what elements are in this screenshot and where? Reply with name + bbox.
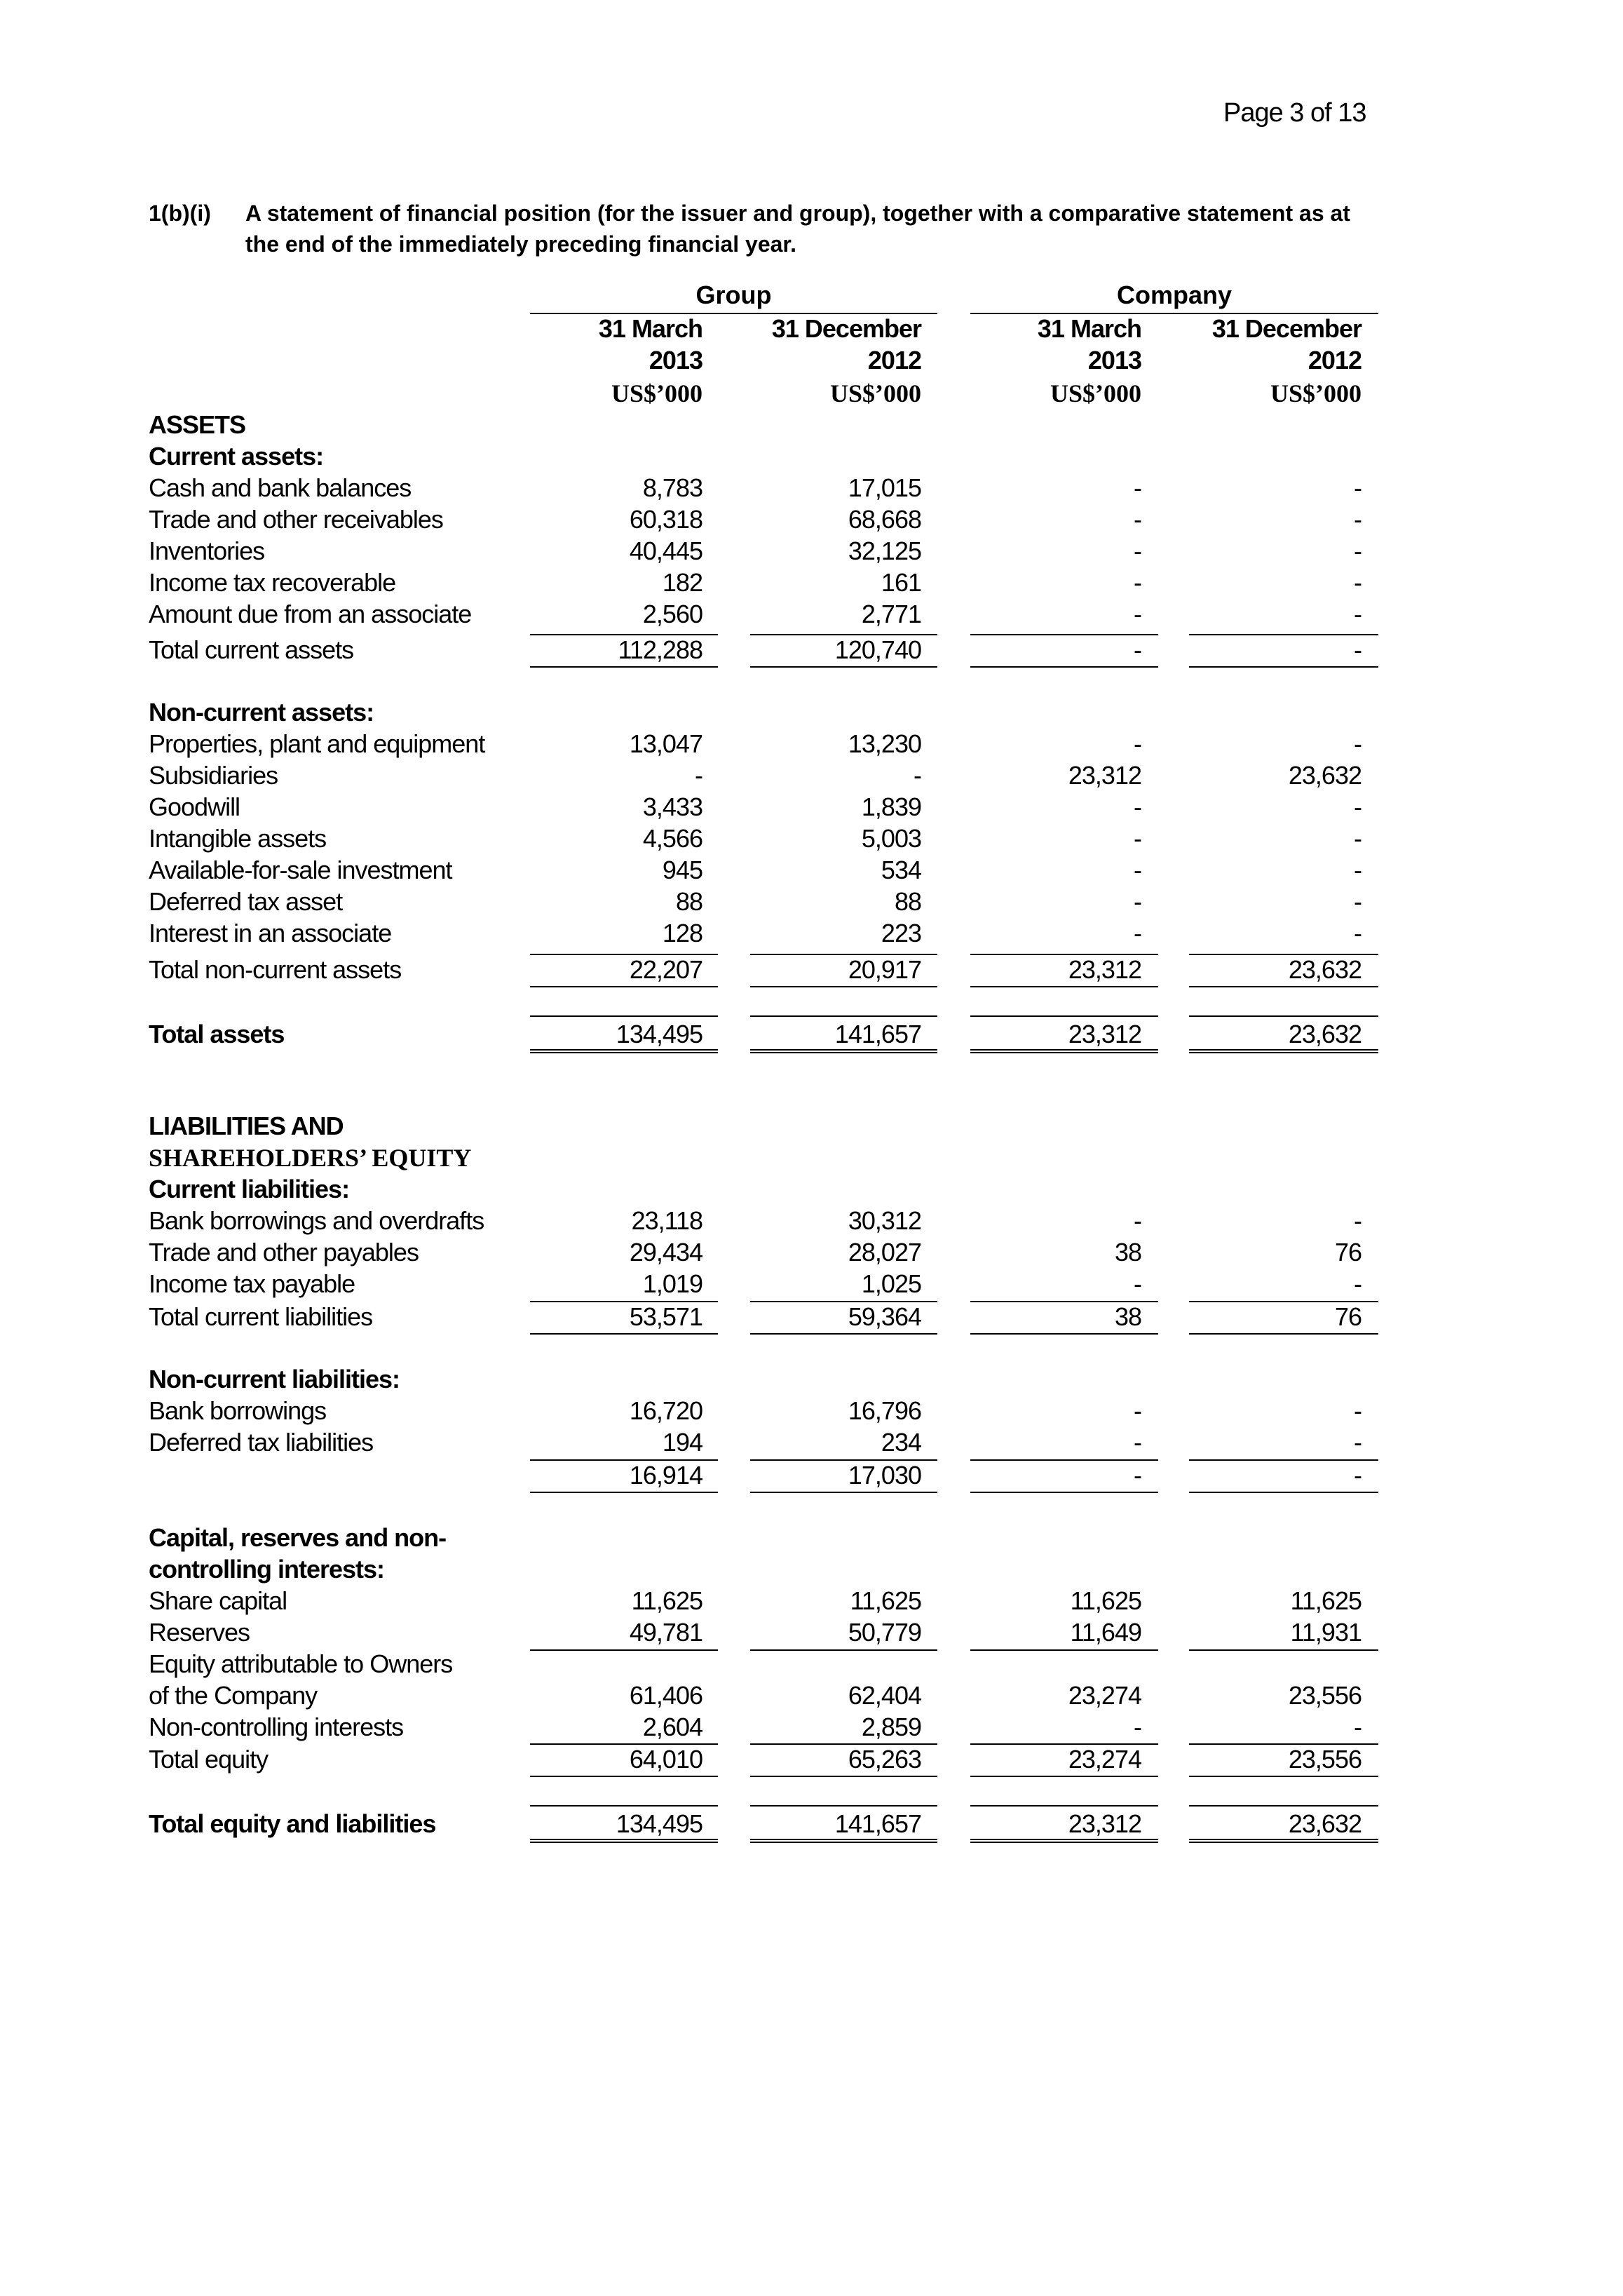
amount-cell: 88 (894, 887, 921, 916)
amount-cell: 17,030 (848, 1461, 921, 1490)
rule-line (970, 1049, 1158, 1053)
amount-cell: 30,312 (848, 1206, 921, 1235)
rule-line (530, 1049, 718, 1053)
amount-cell: - (914, 761, 921, 790)
amount-cell: 534 (881, 856, 921, 884)
row-label: Interest in an associate (149, 919, 392, 947)
amount-cell: - (1354, 887, 1361, 916)
amount-cell: - (1134, 536, 1141, 565)
rule-line (530, 1805, 718, 1807)
amount-cell: - (1354, 792, 1361, 821)
amount-cell: 28,027 (848, 1238, 921, 1267)
total-equity-liabilities-label: Total equity and liabilities (149, 1809, 436, 1838)
amount-cell: 234 (881, 1428, 921, 1457)
rule-line (970, 1459, 1158, 1461)
amount-cell: - (1354, 473, 1361, 502)
amount-cell: 23,312 (1068, 761, 1141, 790)
amount-cell: 1,839 (861, 792, 921, 821)
amount-cell: - (1134, 1713, 1141, 1741)
amount-cell: - (1134, 473, 1141, 502)
row-label: Inventories (149, 536, 265, 565)
row-label: Deferred tax asset (149, 887, 343, 916)
rule-line (750, 1839, 937, 1843)
rule-line (1189, 634, 1378, 635)
column-group-company: Company (1116, 281, 1232, 309)
amount-cell: 68,668 (848, 505, 921, 534)
amount-cell: 65,263 (848, 1745, 921, 1774)
row-label: Goodwill (149, 792, 240, 821)
share-capital-label: Share capital (149, 1586, 287, 1615)
amount-cell: - (1134, 568, 1141, 597)
row-label: Income tax payable (149, 1269, 355, 1298)
rule-line (1189, 1459, 1378, 1461)
assets-heading: ASSETS (149, 410, 246, 439)
rule-line (530, 1015, 718, 1017)
rule-line (530, 1776, 718, 1777)
rule-line (750, 986, 937, 987)
column-header-date: 31 December (1211, 314, 1361, 343)
rule-line (970, 1805, 1158, 1807)
rule-line (1189, 1776, 1378, 1777)
amount-cell: 8,783 (642, 473, 702, 502)
amount-cell: 141,657 (834, 1809, 921, 1838)
column-header-year: 2013 (1087, 346, 1141, 374)
rule-line (970, 666, 1158, 668)
amount-cell: - (1134, 919, 1141, 947)
amount-cell: - (1134, 505, 1141, 534)
amount-cell: - (1134, 1428, 1141, 1457)
rule-line (750, 1649, 937, 1651)
rule-line (970, 986, 1158, 987)
rule-line (750, 1776, 937, 1777)
column-header-unit: US$’000 (611, 379, 702, 407)
amount-cell: 11,649 (1070, 1618, 1141, 1647)
amount-cell: 13,230 (848, 729, 921, 758)
section-number: 1(b)(i) (149, 201, 211, 226)
amount-cell: 23,556 (1288, 1681, 1361, 1710)
non-controlling-interests-label: Non-controlling interests (149, 1713, 404, 1741)
rule-line (970, 1649, 1158, 1651)
row-label: Cash and bank balances (149, 473, 412, 502)
amount-cell: 23,118 (631, 1206, 702, 1235)
amount-cell: 3,433 (642, 792, 702, 821)
amount-cell: - (1354, 919, 1361, 947)
amount-cell: - (1354, 1206, 1361, 1235)
amount-cell: 38 (1114, 1302, 1141, 1331)
rule-line (750, 1492, 937, 1493)
total-non-current-assets-label: Total non-current assets (149, 955, 402, 984)
amount-cell: 53,571 (629, 1302, 702, 1331)
rule-line (530, 1492, 718, 1493)
capital-heading-cont: controlling interests: (149, 1555, 385, 1583)
rule-line (970, 1333, 1158, 1335)
amount-cell: 23,274 (1068, 1745, 1141, 1774)
rule-line (750, 1805, 937, 1807)
amount-cell: 23,632 (1288, 955, 1361, 984)
amount-cell: 22,207 (629, 955, 702, 984)
non-current-assets-heading: Non-current assets: (149, 698, 374, 727)
amount-cell: - (1354, 856, 1361, 884)
shareholders-equity-heading: SHAREHOLDERS’ EQUITY (149, 1144, 472, 1172)
rule-line (750, 666, 937, 668)
amount-cell: - (1134, 887, 1141, 916)
amount-cell: - (1134, 792, 1141, 821)
rule-line (970, 1492, 1158, 1493)
amount-cell: 141,657 (834, 1020, 921, 1048)
amount-cell: 5,003 (861, 824, 921, 853)
row-label: Trade and other receivables (149, 505, 443, 534)
rule-line (750, 1015, 937, 1017)
amount-cell: 23,632 (1288, 1809, 1361, 1838)
amount-cell: - (1134, 600, 1141, 628)
row-label: Intangible assets (149, 824, 327, 853)
amount-cell: 182 (662, 568, 702, 597)
rule-line (1189, 1015, 1378, 1017)
column-header-date: 31 March (598, 314, 702, 343)
rule-line (1189, 986, 1378, 987)
amount-cell: 16,796 (848, 1396, 921, 1425)
reserves-label: Reserves (149, 1618, 250, 1647)
amount-cell: - (1134, 824, 1141, 853)
amount-cell: 1,019 (642, 1269, 702, 1298)
amount-cell: - (1134, 856, 1141, 884)
rule-line (530, 666, 718, 668)
amount-cell: 20,917 (848, 955, 921, 984)
amount-cell: 112,288 (618, 635, 702, 664)
rule-line (530, 1333, 718, 1335)
capital-heading: Capital, reserves and non- (149, 1523, 447, 1552)
amount-cell: 64,010 (629, 1745, 702, 1774)
row-label: Subsidiaries (149, 761, 278, 790)
amount-cell: 76 (1334, 1302, 1361, 1331)
rule-line (530, 1839, 718, 1843)
column-header-year: 2012 (867, 346, 921, 374)
amount-cell: 49,781 (629, 1618, 702, 1647)
amount-cell: 11,625 (631, 1586, 702, 1615)
column-header-year: 2012 (1308, 346, 1361, 374)
rule-line (970, 634, 1158, 635)
amount-cell: - (695, 761, 702, 790)
page-number: Page 3 of 13 (1223, 98, 1366, 128)
amount-cell: 23,312 (1068, 1020, 1141, 1048)
amount-cell: - (1354, 824, 1361, 853)
column-header-year: 2013 (648, 346, 702, 374)
amount-cell: - (1354, 1269, 1361, 1298)
amount-cell: 2,560 (642, 600, 702, 628)
amount-cell: 88 (675, 887, 702, 916)
amount-cell: 60,318 (629, 505, 702, 534)
amount-cell: 4,566 (642, 824, 702, 853)
amount-cell: 59,364 (848, 1302, 921, 1331)
amount-cell: 23,632 (1288, 761, 1361, 790)
row-label: Properties, plant and equipment (149, 729, 485, 758)
amount-cell: - (1354, 536, 1361, 565)
row-label: Deferred tax liabilities (149, 1428, 374, 1457)
row-label: Bank borrowings (149, 1396, 327, 1425)
amount-cell: 61,406 (629, 1681, 702, 1710)
rule-line (750, 1333, 937, 1335)
amount-cell: - (1134, 1461, 1141, 1490)
non-current-liabilities-heading: Non-current liabilities: (149, 1365, 400, 1393)
amount-cell: 17,015 (848, 473, 921, 502)
amount-cell: 11,931 (1290, 1618, 1361, 1647)
rule-line (530, 986, 718, 987)
amount-cell: 11,625 (1070, 1586, 1141, 1615)
row-label: Available-for-sale investment (149, 856, 452, 884)
amount-cell: - (1134, 1396, 1141, 1425)
amount-cell: 134,495 (616, 1020, 702, 1048)
total-current-assets-label: Total current assets (149, 635, 354, 664)
amount-cell: - (1354, 600, 1361, 628)
amount-cell: 134,495 (616, 1809, 702, 1838)
rule-line (1189, 1049, 1378, 1053)
row-label: Trade and other payables (149, 1238, 419, 1267)
rule-line (970, 1015, 1158, 1017)
amount-cell: 23,312 (1068, 955, 1141, 984)
amount-cell: 2,859 (861, 1713, 921, 1741)
column-header-unit: US$’000 (1270, 379, 1361, 407)
amount-cell: 16,914 (629, 1461, 702, 1490)
rule-line (1189, 1492, 1378, 1493)
column-header-unit: US$’000 (829, 379, 921, 407)
total-equity-label: Total equity (149, 1745, 269, 1774)
amount-cell: - (1354, 1428, 1361, 1457)
amount-cell: 40,445 (629, 536, 702, 565)
amount-cell: 2,604 (642, 1713, 702, 1741)
amount-cell: 1,025 (861, 1269, 921, 1298)
total-assets-label: Total assets (149, 1020, 285, 1048)
rule-line (1189, 1333, 1378, 1335)
amount-cell: 11,625 (850, 1586, 921, 1615)
amount-cell: 38 (1114, 1238, 1141, 1267)
row-label: Income tax recoverable (149, 568, 396, 597)
amount-cell: 23,632 (1288, 1020, 1361, 1048)
rule-line (1189, 1839, 1378, 1843)
current-liabilities-heading: Current liabilities: (149, 1175, 350, 1203)
amount-cell: 11,625 (1290, 1586, 1361, 1615)
amount-cell: - (1134, 729, 1141, 758)
liabilities-heading: LIABILITIES AND (149, 1112, 344, 1140)
amount-cell: - (1134, 635, 1141, 664)
current-assets-heading: Current assets: (149, 442, 324, 471)
rule-line (530, 1649, 718, 1651)
column-header-date: 31 December (771, 314, 921, 343)
amount-cell: 161 (881, 568, 921, 597)
amount-cell: 945 (662, 856, 702, 884)
amount-cell: 223 (881, 919, 921, 947)
amount-cell: 50,779 (848, 1618, 921, 1647)
amount-cell: 194 (662, 1428, 702, 1457)
column-group-group: Group (695, 281, 772, 309)
amount-cell: - (1354, 568, 1361, 597)
amount-cell: - (1354, 729, 1361, 758)
amount-cell: - (1134, 1206, 1141, 1235)
amount-cell: 62,404 (848, 1681, 921, 1710)
rule-line (1189, 1649, 1378, 1651)
column-header-unit: US$’000 (1050, 379, 1141, 407)
column-header-date: 31 March (1037, 314, 1141, 343)
amount-cell: 29,434 (629, 1238, 702, 1267)
rule-line (750, 1049, 937, 1053)
amount-cell: - (1354, 1713, 1361, 1741)
rule-line (1189, 666, 1378, 668)
amount-cell: - (1354, 635, 1361, 664)
amount-cell: - (1134, 1269, 1141, 1298)
amount-cell: 23,274 (1068, 1681, 1141, 1710)
amount-cell: 76 (1334, 1238, 1361, 1267)
amount-cell: - (1354, 1396, 1361, 1425)
amount-cell: 32,125 (848, 536, 921, 565)
amount-cell: 2,771 (861, 600, 921, 628)
equity-attributable-label: Equity attributable to Owners (149, 1649, 453, 1678)
rule-line (970, 1839, 1158, 1843)
row-label: Bank borrowings and overdrafts (149, 1206, 484, 1235)
amount-cell: 23,556 (1288, 1745, 1361, 1774)
amount-cell: - (1354, 1461, 1361, 1490)
row-label: Amount due from an associate (149, 600, 472, 628)
total-current-liabilities-label: Total current liabilities (149, 1302, 373, 1331)
equity-attributable-label-cont: of the Company (149, 1681, 318, 1710)
amount-cell: 23,312 (1068, 1809, 1141, 1838)
amount-cell: - (1354, 505, 1361, 534)
amount-cell: 16,720 (629, 1396, 702, 1425)
rule-line (970, 1776, 1158, 1777)
amount-cell: 13,047 (629, 729, 702, 758)
amount-cell: 120,740 (834, 635, 921, 664)
amount-cell: 128 (662, 919, 702, 947)
section-title: A statement of financial position (for the issuer and group), together with a comparative statement as at the end of the immediately preceding financial year. (245, 201, 1350, 257)
rule-line (1189, 1805, 1378, 1807)
